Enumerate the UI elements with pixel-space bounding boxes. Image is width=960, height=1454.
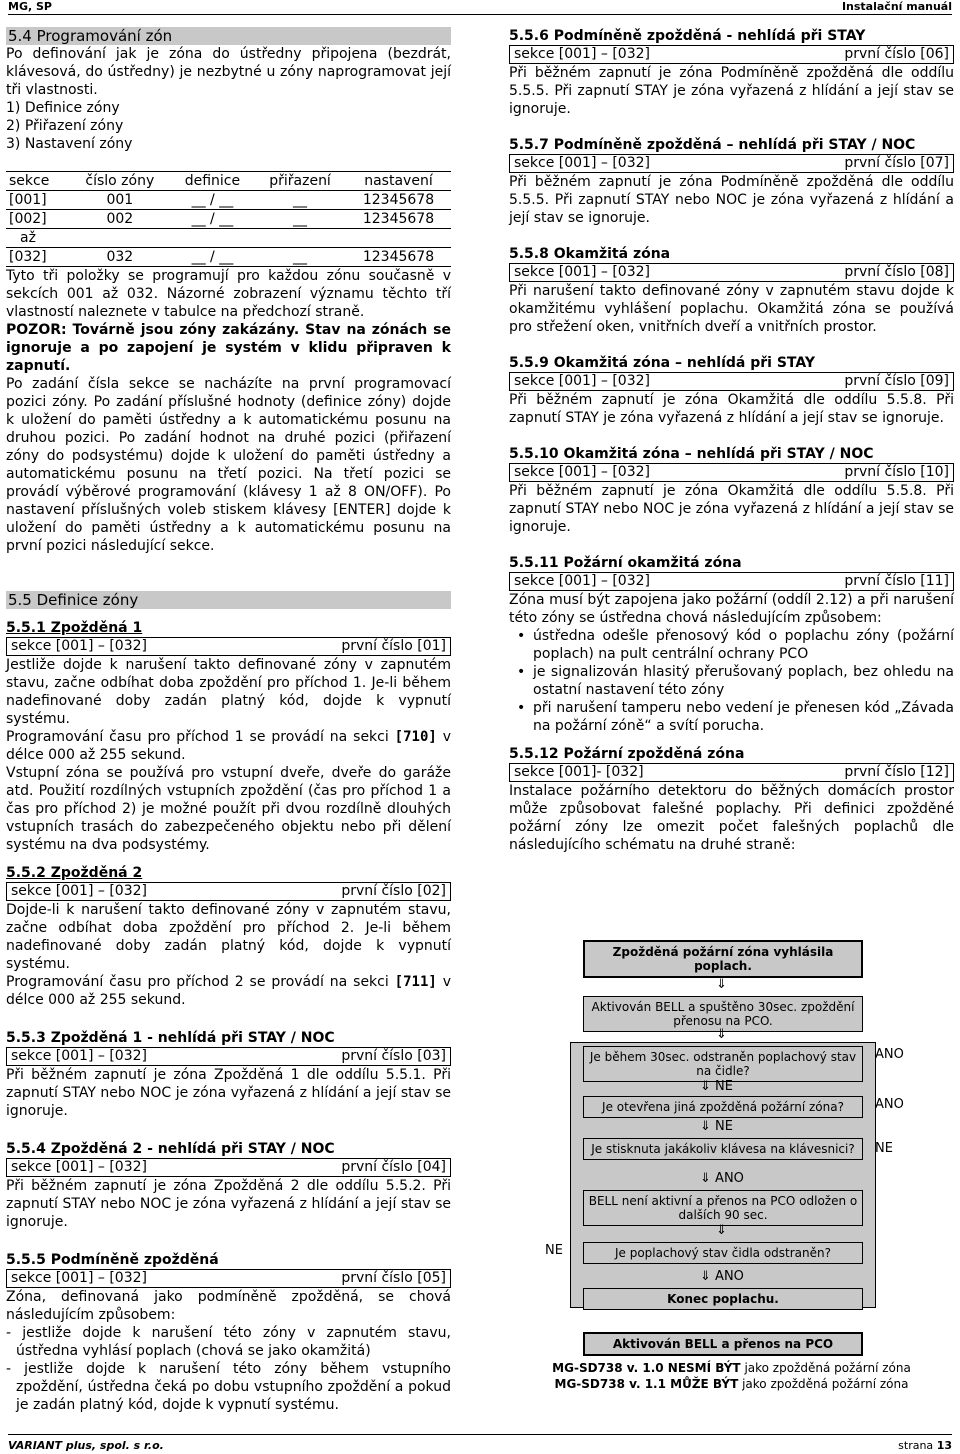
table-row xyxy=(6,191,451,210)
zone-5-5-8-code xyxy=(509,263,954,282)
first-digit: první číslo [10] xyxy=(844,464,949,480)
table-cell: 001 xyxy=(69,191,171,210)
zone-5-5-2-title: 5.5.2 Zpožděná 2 xyxy=(6,865,143,881)
section-range: sekce [001] – [032] xyxy=(11,1270,147,1286)
section-title-5-5: 5.5 Definice zóny xyxy=(6,591,451,609)
header-right: Instalační manuál xyxy=(841,0,952,13)
table-row xyxy=(6,229,451,248)
s54-item-3: 3) Nastavení zóny xyxy=(6,136,133,152)
table-cell: __ / __ xyxy=(171,210,254,229)
zone-5-5-5-list xyxy=(6,1324,451,1414)
right-column xyxy=(509,27,954,854)
col-header: číslo zóny xyxy=(69,172,171,191)
zone-5-5-8-title: 5.5.8 Okamžitá zóna xyxy=(509,246,671,262)
flow-box-bell-pco: Aktivován BELL a přenos na PCO xyxy=(583,1332,863,1356)
col-header: přiřazení xyxy=(254,172,346,191)
section-range: sekce [001] – [032] xyxy=(11,638,147,654)
zone-table xyxy=(6,171,451,267)
zone-5-5-11-bullets xyxy=(533,627,954,735)
zone-5-5-6-code xyxy=(509,45,954,64)
section-range: sekce [001] – [032] xyxy=(514,264,650,280)
zone-5-5-9-title: 5.5.9 Okamžitá zóna – nehlídá při STAY xyxy=(509,355,816,371)
label-no: NE xyxy=(875,1141,893,1156)
zone-5-5-5-code xyxy=(6,1269,451,1288)
first-digit: první číslo [09] xyxy=(844,373,949,389)
flow-box-bell-delay: Aktivován BELL a spuštěno 30sec. zpoždění přenosu na PCO. xyxy=(583,996,863,1032)
zone-5-5-9-code xyxy=(509,372,954,391)
s54-item-2: 2) Přiřazení zóny xyxy=(6,118,124,134)
list-item: - jestliže dojde k narušení této zóny během vstupního zpoždění, ústředna čeká po dobu vstupního zpoždění a pokud je zadán platný kód, dojde k vypnutí systému. xyxy=(6,1361,451,1413)
header-left: MG, SP xyxy=(8,0,52,13)
zone-5-5-10-code xyxy=(509,463,954,482)
flowchart-caption-2: MG-SD738 v. 1.1 MŮŽE BÝT jako zpožděná požární zóna xyxy=(554,1377,909,1391)
down-arrow-icon: ⇓ ANO xyxy=(700,1171,744,1186)
table-cell: 032 xyxy=(69,248,171,267)
zone-5-5-12-p1: Instalace požárního detektoru do běžných domácích prostor může způsobovat falešné poplachy. Při definici zpožděné požární zóny lze omezit počet falešných poplachů dle následujícího schématu na druhé straně: xyxy=(509,783,954,853)
zone-5-5-6-p1: Při běžném zapnutí je zóna Podmíněně zpožděná dle oddílu 5.5.5. Při zapnutí STAY je zóna vyřazená z hlídání a její stav se ignoruje. xyxy=(509,65,954,117)
zone-5-5-4-code xyxy=(6,1158,451,1177)
s54-paragraph-3: Po zadání čísla sekce se nacházíte na první programovací pozici zóny. Po zadání příslušné hodnoty (definice zóny) dojde k uložení do paměti ústředny a k automatickému posunu na druhou pozici. Po zadání hodnot na druhé pozici (přiřazení zóny do podsystému) dojde k uložení do paměti ústředny a automatickému posunu na třetí pozici. Na třetí pozici se provádí výběrové programování (klávesy 1 až 8 ON/OFF). Po nastavení příslušných voleb stiskem klávesy [ENTER] dojde k uložení do paměti ústředny a k automatickému posunu na první pozici následující sekce. xyxy=(6,376,451,554)
section-range: sekce [001] – [032] xyxy=(11,883,147,899)
col-header: sekce xyxy=(6,172,69,191)
down-arrow-icon: ⇓ NE xyxy=(700,1119,733,1134)
table-cell xyxy=(171,229,254,248)
table-cell: __ / __ xyxy=(171,248,254,267)
first-digit: první číslo [06] xyxy=(844,46,949,62)
zone-5-5-10-title: 5.5.10 Okamžitá zóna – nehlídá při STAY / NOC xyxy=(509,446,874,462)
s54-warning: POZOR: Továrně jsou zóny zakázány. Stav na zónách se ignoruje a po zapojení je systém v klidu připraven k zapnutí. xyxy=(6,322,451,374)
first-digit: první číslo [02] xyxy=(341,883,446,899)
first-digit: první číslo [03] xyxy=(341,1048,446,1064)
label-no: NE xyxy=(545,1243,563,1258)
page-footer xyxy=(8,1434,952,1454)
section-range: sekce [001] – [032] xyxy=(514,46,650,62)
table-cell: __ / __ xyxy=(171,191,254,210)
flow-box-q3: Je stisknuta jakákoliv klávesa na klávesnici? xyxy=(583,1138,863,1160)
section-title-5-4: 5.4 Programování zón xyxy=(6,27,451,45)
flow-box-q2: Je otevřena jiná zpožděná požární zóna? xyxy=(583,1096,863,1118)
down-arrow-icon: ⇓ ANO xyxy=(700,1269,744,1284)
s54-intro: Po definování jak je zóna do ústředny připojena (bezdrát, klávesová, do ústředny) je nezbytné u zóny naprogramovat její tři vlastnosti. xyxy=(6,46,451,98)
table-cell xyxy=(69,229,171,248)
flowchart-caption-1: MG-SD738 v. 1.0 NESMÍ BÝT jako zpožděná požární zóna xyxy=(552,1361,911,1375)
zone-5-5-7-code xyxy=(509,154,954,173)
zone-table-header xyxy=(6,172,451,191)
zone-5-5-3-p1: Při běžném zapnutí je zóna Zpožděná 1 dle oddílu 5.5.1. Při zapnutí STAY nebo NOC je zóna vyřazená z hlídání a její stav se ignoruje. xyxy=(6,1067,451,1119)
first-digit: první číslo [05] xyxy=(341,1270,446,1286)
footer-company: VARIANT plus, spol. s r.o. xyxy=(8,1439,164,1452)
label-yes: ANO xyxy=(875,1047,904,1062)
zone-5-5-7-title: 5.5.7 Podmíněně zpožděná – nehlídá při STAY / NOC xyxy=(509,137,916,153)
table-cell: __ xyxy=(254,191,346,210)
flow-box-end: Konec poplachu. xyxy=(583,1288,863,1310)
list-item: • při narušení tamperu nebo vedení je přenesen kód „Závada na požární zóně“ a svítí porucha. xyxy=(533,699,954,735)
down-arrow-icon: ⇓ NE xyxy=(700,1079,733,1094)
table-cell: [001] xyxy=(6,191,69,210)
s54-paragraph-1: Tyto tři položky se programují pro každou zónu současně v sekcích 001 až 032. Názorné zobrazení významu těchto tří vlastností naleznete v tabulce na předchozí straně. xyxy=(6,268,451,320)
label-yes: ANO xyxy=(875,1097,904,1112)
zone-5-5-1-p2: Programování času pro příchod 1 se provádí na sekci [710] v délce 000 až 255 sekund. xyxy=(6,729,451,763)
table-cell xyxy=(346,229,451,248)
first-digit: první číslo [11] xyxy=(844,573,949,589)
zone-5-5-12-title: 5.5.12 Požární zpožděná zóna xyxy=(509,746,745,762)
down-arrow-icon: ⇓ xyxy=(716,1027,727,1042)
zone-5-5-5-p1: Zóna, definovaná jako podmíněně zpožděná, se chová následujícím způsobem: xyxy=(6,1289,451,1323)
zone-5-5-9-p1: Při běžném zapnutí je zóna Okamžitá dle oddílu 5.5.8. Při zapnutí STAY je zóna vyřazená z hlídání a její stav se ignoruje. xyxy=(509,392,954,426)
table-row xyxy=(6,210,451,229)
left-column xyxy=(6,27,451,1414)
zone-5-5-2-code xyxy=(6,882,451,901)
zone-5-5-1-p3: Vstupní zóna se používá pro vstupní dveře, dveře do garáže atd. Použití rozdílných vstupních zpoždění (čas pro příchod 1 a čas pro příchod 2) je možné použít při dvou rozdílně dlouhých vstupních trasách do zabezpečeného objektu nebo při dělení systému na dva podsystémy. xyxy=(6,765,451,853)
table-cell: 12345678 xyxy=(346,210,451,229)
table-cell xyxy=(254,229,346,248)
zone-5-5-11-p1: Zóna musí být zapojena jako požární (oddíl 2.12) a při narušení této zóny se ústředna chová následujícím způsobem: xyxy=(509,592,954,626)
list-item: - jestliže dojde k narušení této zóny v zapnutém stavu, ústředna vyhlásí poplach (chová se jako okamžitá) xyxy=(6,1325,451,1359)
zone-5-5-11-code xyxy=(509,572,954,591)
flow-box-q4: Je poplachový stav čidla odstraněn? xyxy=(583,1242,863,1264)
zone-5-5-10-p1: Při běžném zapnutí je zóna Okamžitá dle oddílu 5.5.8. Při zapnutí STAY nebo NOC je zóna vyřazená z hlídání a její stav se ignoruje. xyxy=(509,483,954,535)
flow-box-q1: Je během 30sec. odstraněn poplachový stav na čidle? xyxy=(583,1046,863,1082)
table-cell: __ xyxy=(254,210,346,229)
flow-box-bell-off: BELL není aktivní a přenos na PCO odložen o dalších 90 sec. xyxy=(583,1190,863,1226)
section-range: sekce [001] – [032] xyxy=(514,155,650,171)
zone-5-5-4-p1: Při běžném zapnutí je zóna Zpožděná 2 dle oddílu 5.5.2. Při zapnutí STAY nebo NOC je zóna vyřazená z hlídání a její stav se ignoruje. xyxy=(6,1178,451,1230)
zone-5-5-11-title: 5.5.11 Požární okamžitá zóna xyxy=(509,555,742,571)
table-cell: 12345678 xyxy=(346,248,451,267)
zone-5-5-3-title: 5.5.3 Zpožděná 1 - nehlídá při STAY / NOC xyxy=(6,1030,335,1046)
table-cell: až xyxy=(6,229,69,248)
section-range: sekce [001]- [032] xyxy=(514,764,644,780)
table-cell: 12345678 xyxy=(346,191,451,210)
list-item: • ústředna odešle přenosový kód o poplachu zóny (požární poplach) na pult centrální ochrany PCO xyxy=(533,627,954,663)
first-digit: první číslo [07] xyxy=(844,155,949,171)
zone-5-5-2-p1: Dojde-li k narušení takto definované zóny v zapnutém stavu, začne odbíhat doba zpoždění pro příchod 2. Je-li během nadefinované doby zadán platný kód, dojde k vypnutí systému. xyxy=(6,902,451,972)
page-header xyxy=(8,0,952,15)
zone-5-5-2-p2: Programování času pro příchod 2 se provádí na sekci [711] v délce 000 až 255 sekund. xyxy=(6,974,451,1008)
zone-5-5-12-code xyxy=(509,763,954,782)
zone-5-5-1-title: 5.5.1 Zpožděná 1 xyxy=(6,620,143,636)
down-arrow-icon: ⇓ xyxy=(716,1223,727,1238)
col-header: definice xyxy=(171,172,254,191)
section-range: sekce [001] – [032] xyxy=(514,373,650,389)
footer-page: strana 13 xyxy=(898,1439,952,1452)
flow-box-alarm: Zpožděná požární zóna vyhlásila poplach. xyxy=(583,940,863,978)
zone-5-5-4-title: 5.5.4 Zpožděná 2 - nehlídá při STAY / NOC xyxy=(6,1141,335,1157)
down-arrow-icon: ⇓ xyxy=(716,977,727,992)
table-cell: [032] xyxy=(6,248,69,267)
table-cell: __ xyxy=(254,248,346,267)
page-number: 13 xyxy=(936,1439,952,1452)
zone-5-5-5-title: 5.5.5 Podmíněně zpožděná xyxy=(6,1252,219,1268)
zone-5-5-8-p1: Při narušení takto definované zóny v zapnutém stavu dojde k okamžitému vyhlášení poplachu. Okamžitá zóna se používá pro střežení oken, vnitřních dveří a vnitřních prostor. xyxy=(509,283,954,335)
first-digit: první číslo [04] xyxy=(341,1159,446,1175)
zone-5-5-7-p1: Při běžném zapnutí je zóna Podmíněně zpožděná dle oddílu 5.5.5. Při zapnutí STAY nebo NOC je zóna vyřazená z hlídání a její stav se ignoruje. xyxy=(509,174,954,226)
s54-item-1: 1) Definice zóny xyxy=(6,100,120,116)
zone-5-5-1-p1: Jestliže dojde k narušení takto definované zóny v zapnutém stavu, začne odbíhat doba zpoždění pro příchod 1. Je-li během nadefinované doby zadán platný kód, dojde k vypnutí systému. xyxy=(6,657,451,727)
first-digit: první číslo [01] xyxy=(341,638,446,654)
section-range: sekce [001] – [032] xyxy=(514,464,650,480)
zone-5-5-3-code xyxy=(6,1047,451,1066)
table-cell: 002 xyxy=(69,210,171,229)
section-range: sekce [001] – [032] xyxy=(11,1048,147,1064)
table-row xyxy=(6,248,451,267)
table-cell: [002] xyxy=(6,210,69,229)
first-digit: první číslo [12] xyxy=(844,764,949,780)
section-range: sekce [001] – [032] xyxy=(514,573,650,589)
zone-5-5-1-code xyxy=(6,637,451,656)
list-item: • je signalizován hlasitý přerušovaný poplach, bez ohledu na ostatní nastavení této zóny xyxy=(533,663,954,699)
section-range: sekce [001] – [032] xyxy=(11,1159,147,1175)
zone-5-5-6-title: 5.5.6 Podmíněně zpožděná - nehlídá při STAY xyxy=(509,28,866,44)
fire-zone-flowchart xyxy=(540,934,960,1364)
col-header: nastavení xyxy=(346,172,451,191)
first-digit: první číslo [08] xyxy=(844,264,949,280)
